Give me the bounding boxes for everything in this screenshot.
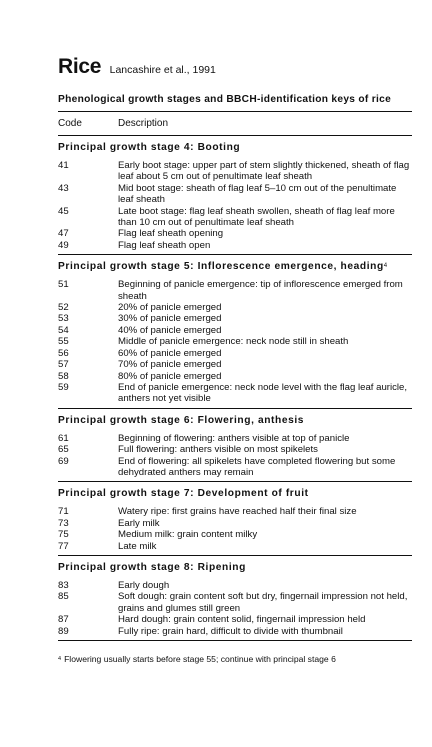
stage-section (58, 255, 412, 408)
stages-table (58, 136, 412, 641)
stage-description: Fully ripe: grain hard, difficult to divide with thumbnail (118, 625, 343, 637)
table-row (58, 529, 412, 540)
table-row (58, 359, 412, 370)
bbch-code: 54 (58, 324, 69, 336)
stage-section (58, 482, 412, 556)
stage-description: 60% of panicle emerged (118, 347, 222, 359)
bbch-code: 45 (58, 205, 69, 217)
bbch-code: 87 (58, 614, 69, 626)
stage-description: Soft dough: grain content soft but dry, fingernail impression not held, grains and glumes still green (118, 591, 408, 614)
bbch-code: 57 (58, 359, 69, 371)
stage-description: Early dough (118, 579, 170, 591)
table-caption: Phenological growth stages and BBCH-identification keys of rice (58, 93, 412, 112)
bbch-code: 41 (58, 160, 69, 171)
stage-title-text: Principal growth stage 5: Inflorescence emergence, heading (58, 261, 384, 273)
table-row (58, 518, 412, 529)
code-column-header: Code (58, 118, 82, 129)
bbch-code: 49 (58, 239, 69, 251)
stage-description: Full flowering: anthers visible on most spikelets (118, 444, 318, 456)
bbch-code: 73 (58, 517, 69, 529)
table-row (58, 371, 412, 382)
bbch-code: 51 (58, 279, 69, 291)
stage-title (58, 136, 412, 160)
footnote-mark: 4 (58, 656, 62, 662)
stage-description: 40% of panicle emerged (118, 324, 222, 336)
bbch-code: 43 (58, 182, 69, 194)
bbch-code: 89 (58, 625, 69, 637)
stage-title (58, 556, 412, 580)
table-row (58, 591, 412, 614)
stage-description: Flag leaf sheath opening (118, 228, 224, 240)
bbch-code: 52 (58, 302, 69, 314)
bbch-code: 53 (58, 313, 69, 325)
table-row (58, 160, 412, 183)
table-row (58, 506, 412, 517)
table-row (58, 614, 412, 625)
table-row (58, 183, 412, 206)
bbch-code: 61 (58, 432, 69, 444)
stage-description: Early boot stage: upper part of stem slightly thickened, sheath of flag leaf about 5 cm out of penultimate leaf sheath (118, 160, 410, 183)
bbch-code: 47 (58, 228, 69, 240)
stage-section (58, 556, 412, 641)
stage-section (58, 136, 412, 255)
stage-title-text: Principal growth stage 4: Booting (58, 142, 241, 153)
bbch-code: 77 (58, 540, 69, 552)
stage-section (58, 409, 412, 483)
stage-description: Mid boot stage: sheath of flag leaf 5–10 cm out of the penultimate leaf sheath (118, 182, 397, 206)
stage-description: 80% of panicle emerged (118, 370, 222, 382)
bbch-code: 71 (58, 506, 69, 518)
table-header (58, 112, 412, 136)
bbch-code: 58 (58, 370, 69, 382)
stage-title-text: Principal growth stage 8: Ripening (58, 561, 246, 573)
stage-description: End of flowering: all spikelets have completed flowering but some dehydrated anthers may remain (118, 455, 396, 478)
table-row (58, 580, 412, 591)
table-row (58, 313, 412, 324)
stage-description: Late boot stage: flag leaf sheath swollen, sheath of flag leaf more than 10 cm out of penultimate leaf sheath (118, 205, 395, 229)
stage-description: Beginning of panicle emergence: tip of inflorescence emerged from sheath (118, 279, 403, 302)
stage-description: Watery ripe: first grains have reached half their final size (118, 506, 357, 518)
table-row (58, 228, 412, 239)
bbch-code: 56 (58, 347, 69, 359)
stage-title (58, 482, 412, 506)
stage-description: Late milk (118, 540, 157, 552)
stage-description: 20% of panicle emerged (118, 302, 222, 314)
table-row (58, 433, 412, 444)
table-row (58, 206, 412, 229)
stage-description: Flag leaf sheath open (118, 239, 211, 251)
table-row (58, 456, 412, 479)
bbch-code: 59 (58, 381, 69, 393)
stage-description: 70% of panicle emerged (118, 359, 222, 371)
source-citation: Lancashire et al., 1991 (109, 64, 216, 76)
stage-description: Early milk (118, 517, 160, 529)
table-row (58, 336, 412, 347)
table-row (58, 325, 412, 336)
crop-name: Rice (58, 55, 102, 78)
table-row (58, 444, 412, 455)
table-row (58, 348, 412, 359)
footnote-reference: 4 (383, 263, 388, 270)
table-row (58, 240, 412, 251)
stage-description: Beginning of flowering: anthers visible at top of panicle (118, 432, 350, 444)
stage-description: Medium milk: grain content milky (118, 529, 258, 541)
bbch-code: 55 (58, 336, 69, 348)
stage-description: End of panicle emergence: neck node level with the flag leaf auricle, anthers not yet visible (118, 381, 408, 405)
table-row (58, 302, 412, 313)
stage-description: Hard dough: grain content solid, fingernail impression held (118, 614, 366, 626)
stage-title-text: Principal growth stage 7: Development of fruit (58, 488, 309, 500)
table-row (58, 626, 412, 637)
table-row (58, 279, 412, 302)
bbch-code: 65 (58, 444, 69, 456)
stage-title (58, 255, 412, 279)
document-title (58, 56, 412, 81)
table-row (58, 382, 412, 405)
bbch-code: 83 (58, 579, 69, 591)
stage-title-text: Principal growth stage 6: Flowering, anthesis (58, 414, 305, 426)
table-row (58, 541, 412, 552)
bbch-code: 75 (58, 529, 69, 541)
bbch-code: 85 (58, 591, 69, 603)
stage-title (58, 409, 412, 433)
stage-description: Middle of panicle emergence: neck node still in sheath (118, 336, 349, 348)
footnote (58, 654, 412, 665)
description-column-header: Description (118, 118, 169, 129)
stage-description: 30% of panicle emerged (118, 313, 222, 325)
bbch-code: 69 (58, 455, 69, 467)
footnote-text: Flowering usually starts before stage 55; continue with principal stage 6 (64, 654, 336, 664)
